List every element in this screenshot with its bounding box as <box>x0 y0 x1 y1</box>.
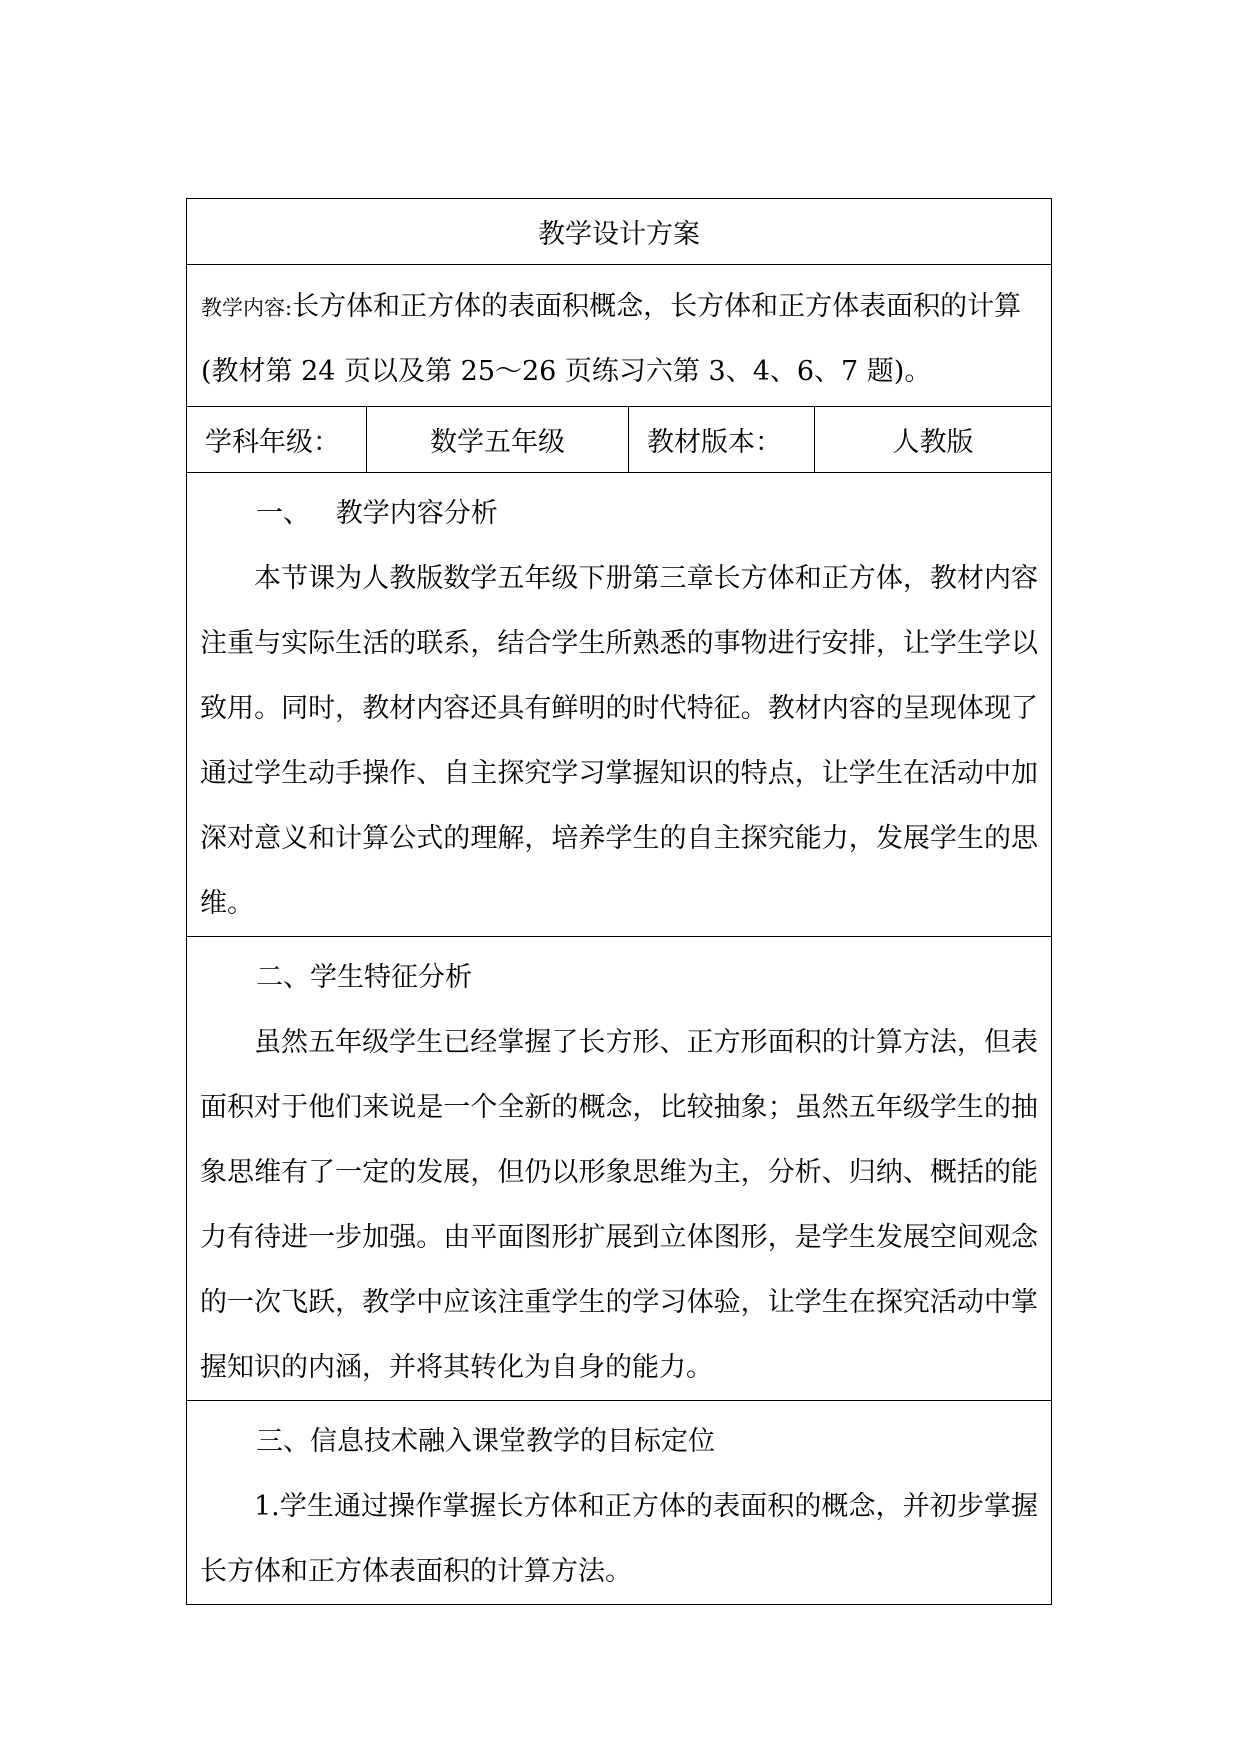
content-row <box>187 265 1052 407</box>
section-content-analysis <box>187 473 1052 937</box>
document-title: 教学设计方案 <box>187 199 1052 265</box>
section-heading: 三、信息技术融入课堂教学的目标定位 <box>256 1426 715 1457</box>
section-row-student-analysis <box>187 937 1052 1401</box>
lesson-plan-table <box>186 198 1052 1605</box>
meta-row <box>187 407 1052 473</box>
section-body: 本节课为人教版数学五年级下册第三章长方体和正方体，教材内容注重与实际生活的联系，结合学生所熟悉的事物进行安排，让学生学以致用。同时，教材内容还具有鲜明的时代特征。教材内容的呈现体现了通过学生动手操作、自主探究学习掌握知识的特点，让学生在活动中加深对意义和计算公式的理解，培养学生的自主探究能力，发展学生的思维。 <box>200 563 1038 919</box>
section-student-analysis <box>187 937 1052 1401</box>
subject-grade-value: 数学五年级 <box>367 407 629 473</box>
section-heading: 二、学生特征分析 <box>256 962 472 993</box>
section-body: 1.学生通过操作掌握长方体和正方体的表面积的概念，并初步掌握长方体和正方体表面积的计算方法。 <box>200 1491 1038 1587</box>
subject-grade-label: 学科年级： <box>187 407 367 473</box>
teaching-content-text: 长方体和正方体的表面积概念，长方体和正方体表面积的计算(教材第 24 页以及第 25～26 页练习六第 3、4、6、7 题)。 <box>201 291 1022 387</box>
title-row <box>187 199 1052 265</box>
teaching-content-label: 教学内容: <box>201 296 293 320</box>
textbook-edition-value: 人教版 <box>815 407 1052 473</box>
section-row-goals <box>187 1401 1052 1605</box>
section-body: 虽然五年级学生已经掌握了长方形、正方形面积的计算方法，但表面积对于他们来说是一个全新的概念，比较抽象；虽然五年级学生的抽象思维有了一定的发展，但仍以形象思维为主，分析、归纳、概括的能力有待进一步加强。由平面图形扩展到立体图形，是学生发展空间观念的一次飞跃，教学中应该注重学生的学习体验，让学生在探究活动中掌握知识的内涵，并将其转化为自身的能力。 <box>200 1027 1038 1383</box>
section-row-content-analysis <box>187 473 1052 937</box>
teaching-content <box>187 265 1052 407</box>
section-goals <box>187 1401 1052 1605</box>
textbook-edition-label: 教材版本： <box>629 407 815 473</box>
section-heading: 一、 教学内容分析 <box>256 498 498 529</box>
